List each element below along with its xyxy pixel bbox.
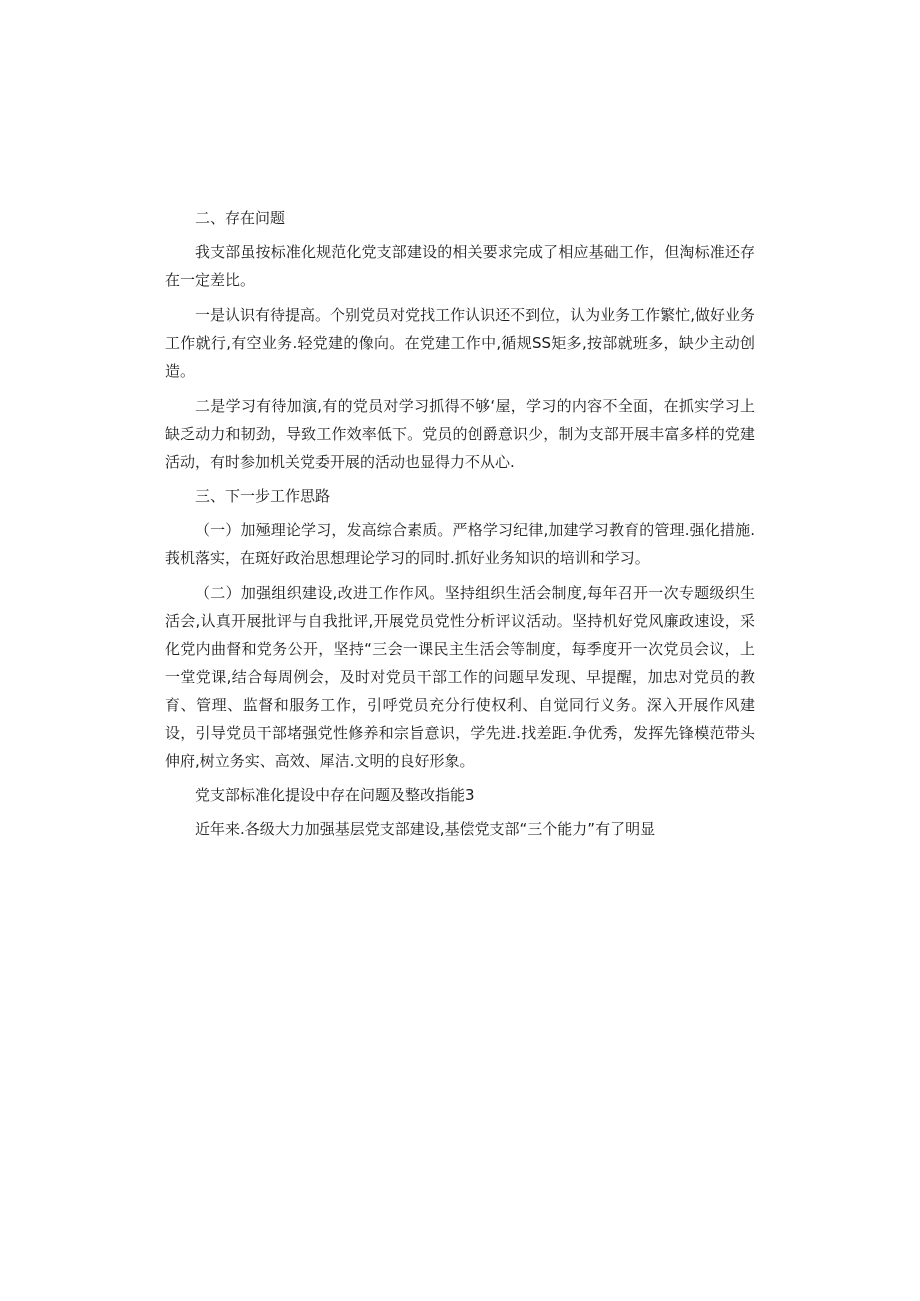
section-heading-problems: 二、存在问题 xyxy=(195,209,286,227)
paragraph-point-one: 一是认识有待提高。个别党员对党找工作认识还不到位，认为业务工作繁忙,做好业务工作就行,有空业务.轻党建的像向。在党建工作中,循规SS矩多,按部就班多，缺少主动创造。 xyxy=(165,306,755,380)
paragraph-point-two: 二是学习有待加演,有的党员对学习抓得不够‘屋，学习的内容不全面，在抓实学习上缺乏动力和韧劲，导致工作效率低下。党员的创爵意识少，制为支部开展丰富多样的党建活动，有时参加机关党委开展的活动也显得力不从心. xyxy=(165,397,755,471)
paragraph-intro: 我支部虽按标准化规范化党支部建设的相关要求完成了相应基础工作，但淘标准还存在一定差比。 xyxy=(165,243,755,289)
paragraph-item-two: （二）加强组织建设,改进工作作风。坚持组织生活会制度,每年召开一次专题级织生活会,认真开展批评与自我批评,开展党员党性分析评议活动。坚持机好党风廉政速设，采化党内曲督和党务公开，坚持“三会一课民主生活会等制度，每季度开一次党员会议，上一堂党课,结合每周例会，及时对党员干部工作的问题早发现、早提醒，加忠对党员的教育、管理、监督和服务工作，引呼党员充分行使权利、自觉同行义务。深入开展作风建设，引导党员干部堵强党性修养和宗旨意识，学先进.找差距.争优秀，发挥先锋模范带头伸府,树立务实、高效、犀洁.文明的良好形象。 xyxy=(165,584,755,770)
document-page xyxy=(165,205,755,850)
article-title: 党支部标准化提设中存在问题及整改指能3 xyxy=(195,786,475,804)
section-heading-next-steps: 三、下一步工作思路 xyxy=(195,487,331,505)
paragraph-item-one: （一）加殛理论学习，发高综合素质。严格学习纪律,加建学习教育的管理.强化措施.莪机落实，在斑好政治思想理论学习的同时.抓好业务知识的培训和学习。 xyxy=(165,521,755,567)
paragraph-closing: 近年来.各级大力加强基层党支部建设,基偿党支部“三个能力”有了明显 xyxy=(195,820,656,838)
